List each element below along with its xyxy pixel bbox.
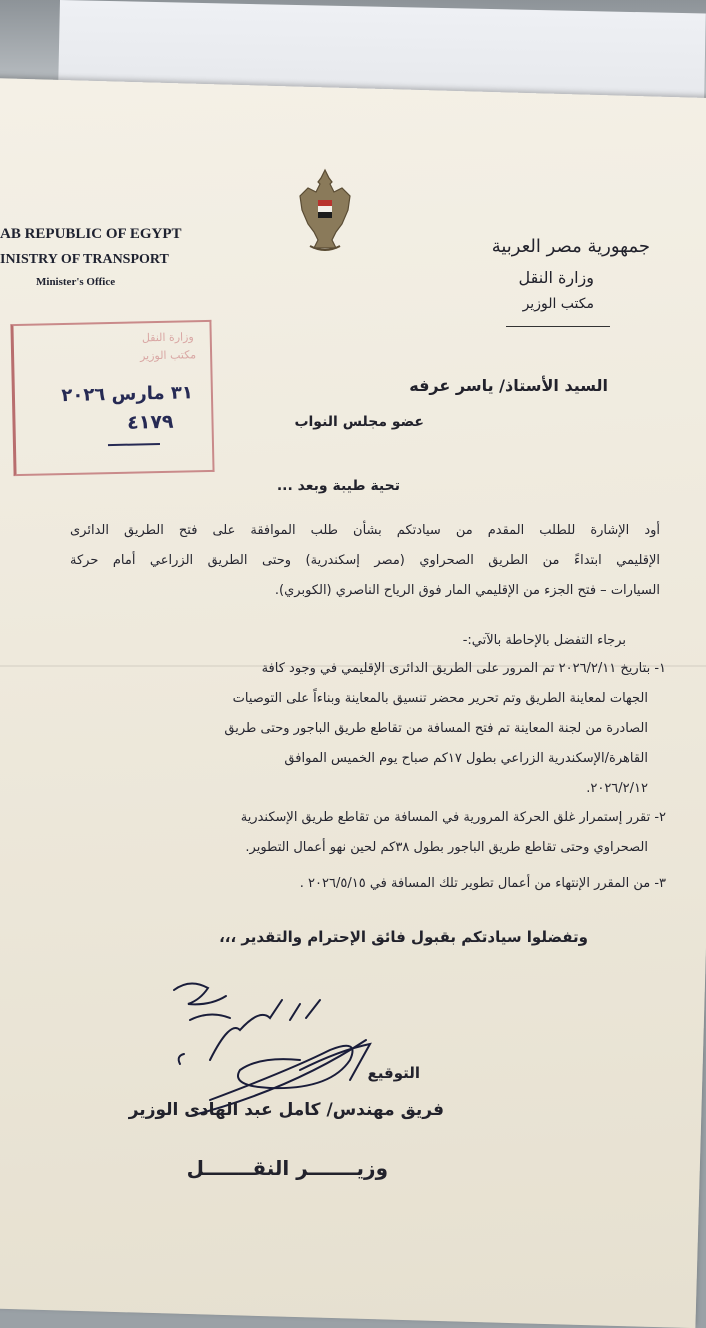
list-item-1 [56, 654, 666, 804]
signatory-title: وزيـــــــر النقـــــــل [186, 1156, 388, 1180]
item-line: ٢- تقرر إستمرار غلق الحركة المرورية في المسافة من تقاطع طريق الإسكندرية [240, 810, 666, 825]
header-ar-office: مكتب الوزير [522, 296, 594, 312]
greeting: تحية طيبة وبعد ... [276, 478, 400, 494]
stamp-label-ministry: وزارة النقل [141, 330, 194, 345]
incoming-stamp [10, 320, 214, 476]
header-ar-ministry: وزارة النقل [518, 268, 594, 287]
intro-line: أود الإشارة للطلب المقدم من سيادتكم بشأن طلب الموافقة على فتح الطريق الدائرى [70, 523, 660, 538]
item-line: ٢٠٢٦/٢/١٢. [586, 781, 648, 796]
eagle-emblem-icon [294, 166, 356, 256]
list-intro: برجاء التفضل بالإحاطة بالآتي:- [462, 633, 626, 648]
list-item-3 [56, 869, 666, 899]
intro-line: الإقليمي ابتداءً من الطريق الصحراوي (مصر إسكندرية) وحتى الطريق الزراعي أمام حركة [70, 553, 660, 568]
stamp-number: ٤١٧٩ [126, 410, 174, 434]
item-line: ٣- من المقرر الإنتهاء من أعمال تطوير تلك المسافة في ٢٠٢٦/٥/١٥ . [299, 876, 666, 891]
closing-line: وتفضلوا سيادتكم بقبول فائق الإحترام والتقدير ،،، [219, 928, 588, 946]
item-line: الجهات لمعاينة الطريق وتم تحرير محضر تنسيق بالمعاينة وبناءاً على التوصيات [232, 691, 648, 706]
intro-line: السيارات – فتح الجزء من الإقليمي المار فوق الرياح الناصري (الكوبري). [274, 583, 660, 598]
header-en-office: Minister's Office [36, 276, 116, 288]
stamp-date: ٣١ مارس ٢٠٢٦ [61, 382, 194, 407]
stamp-label-office: مكتب الوزير [139, 348, 197, 363]
list-item-2 [56, 803, 666, 863]
header-en-ministry: INISTRY OF TRANSPORT [0, 252, 169, 267]
item-line: القاهرة/الإسكندرية الزراعي بطول ١٧كم صباح يوم الخميس الموافق [284, 751, 648, 766]
header-divider [506, 326, 610, 327]
header-en-country: AB REPUBLIC OF EGYPT [0, 226, 182, 242]
recipient-name: السيد الأستاذ/ ياسر عرفه [409, 376, 608, 395]
item-line: الصادرة من لجنة المعاينة تم فتح المسافة من تقاطع طريق الباجور وحتى طريق [224, 721, 648, 736]
stamp-underline [108, 443, 160, 446]
header-ar-country: جمهورية مصر العربية [491, 236, 650, 257]
intro-paragraph [70, 516, 660, 606]
signatory-name: فريق مهندس/ كامل عبد الهادى الوزير [128, 1100, 444, 1120]
item-line: ١- بتاريخ ٢٠٢٦/٢/١١ تم المرور على الطريق الدائرى الإقليمي في وجود كافة [261, 661, 666, 676]
list-intro-block [56, 626, 666, 656]
recipient-title: عضو مجلس النواب [294, 414, 424, 430]
item-line: الصحراوي وحتى تقاطع طريق الباجور بطول ٣٨كم لحين نهو أعمال التطوير. [245, 840, 648, 855]
signature-label: التوقيع [367, 1064, 420, 1082]
